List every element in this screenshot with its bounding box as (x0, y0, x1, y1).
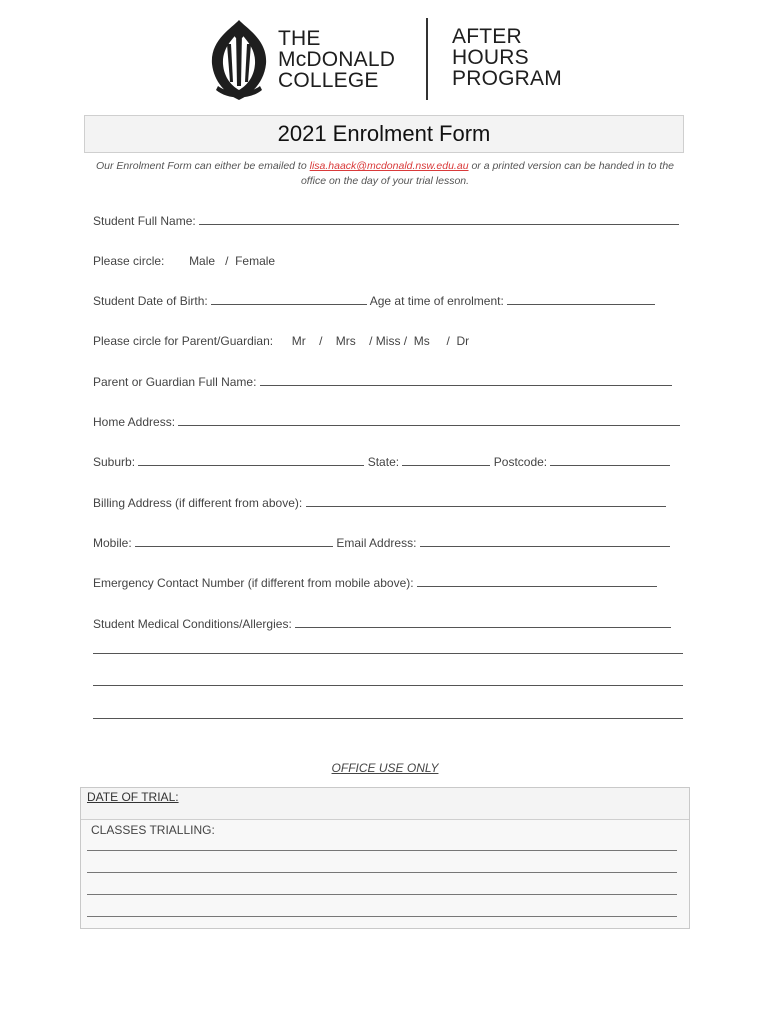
gender-options[interactable]: Male / Female (189, 254, 276, 268)
form-title: 2021 Enrolment Form (84, 115, 684, 153)
emergency-row: Emergency Contact Number (if different from mobile above): (93, 575, 657, 591)
age-field[interactable] (507, 293, 655, 305)
guardian-title-row: Please circle for Parent/Guardian: Mr / Mrs / Miss / Ms / Dr (93, 334, 470, 348)
college-crest-icon (206, 16, 272, 102)
medical-row: Student Medical Conditions/Allergies: (93, 616, 671, 632)
classes-line-2[interactable] (87, 872, 677, 873)
guardian-name-row: Parent or Guardian Full Name: (93, 374, 672, 390)
office-use-heading: OFFICE USE ONLY (331, 761, 439, 775)
intro-text: Our Enrolment Form can either be emailed to lisa.haack@mcdonald.nsw.edu.au or a printed version can be handed in to the office on the day of your trial lesson. (96, 160, 675, 187)
college-logo (206, 16, 566, 102)
billing-address-field[interactable] (306, 495, 666, 507)
postcode-field[interactable] (550, 454, 670, 466)
medical-field[interactable] (295, 616, 671, 628)
logo-divider (426, 18, 428, 100)
state-field[interactable] (402, 454, 490, 466)
suburb-field[interactable] (138, 454, 364, 466)
email-field[interactable] (420, 535, 670, 547)
student-name-row: Student Full Name: (93, 213, 679, 229)
home-address-row: Home Address: (93, 414, 680, 430)
home-address-field[interactable] (178, 414, 680, 426)
student-name-field[interactable] (199, 213, 679, 225)
medical-line-1[interactable] (93, 653, 683, 654)
guardian-name-field[interactable] (260, 374, 672, 386)
date-of-trial-row: DATE OF TRIAL: (81, 788, 689, 820)
classes-line-1[interactable] (87, 850, 677, 851)
college-name: THE McDONALD COLLEGE (278, 27, 396, 92)
program-name: AFTER HOURS PROGRAM (452, 25, 562, 90)
medical-line-3[interactable] (93, 718, 683, 719)
medical-line-2[interactable] (93, 685, 683, 686)
email-link[interactable]: lisa.haack@mcdonald.nsw.edu.au (309, 160, 469, 172)
mobile-row: Mobile: Email Address: (93, 535, 670, 551)
emergency-field[interactable] (417, 575, 657, 587)
dob-field[interactable] (211, 293, 367, 305)
title-options[interactable]: Mr / Mrs / Miss / Ms / Dr (291, 334, 470, 348)
gender-row: Please circle: Male / Female (93, 254, 276, 268)
dob-row: Student Date of Birth: Age at time of enrolment: (93, 293, 655, 309)
mobile-field[interactable] (135, 535, 333, 547)
classes-line-4[interactable] (87, 916, 677, 917)
billing-address-row: Billing Address (if different from above): (93, 495, 666, 511)
office-use-box (80, 787, 690, 929)
classes-trialling-section: CLASSES TRIALLING: (81, 820, 689, 928)
classes-line-3[interactable] (87, 894, 677, 895)
suburb-row: Suburb: State: Postcode: (93, 454, 670, 470)
